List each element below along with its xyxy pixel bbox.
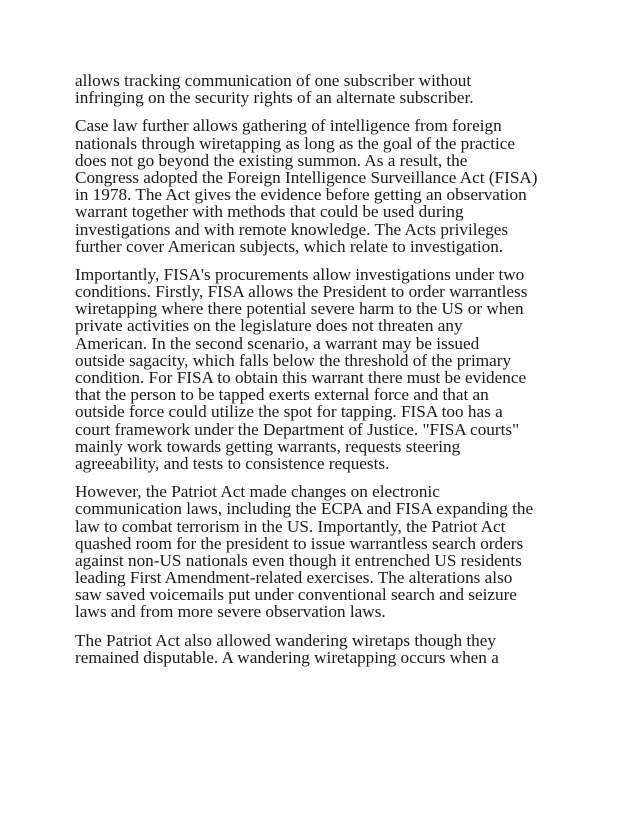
text-line: investigations and with remote knowledge. The Acts privileges (75, 219, 509, 239)
text-line: remained disputable. A wandering wiretapping occurs when a (75, 647, 499, 667)
text-line: wiretapping where there potential severe harm to the US or when (75, 299, 524, 319)
text-line: quashed room for the president to issue warrantless search orders (75, 533, 524, 553)
text-line: allows tracking communication of one subscriber without (75, 71, 472, 90)
text-line: against non-US nationals even though it entrenched US residents (75, 550, 522, 570)
document-page (75, 72, 575, 677)
text-line: conditions. Firstly, FISA allows the President to order warrantless (75, 282, 528, 302)
text-line: in 1978. The Act gives the evidence before getting an observation (75, 185, 527, 205)
text-line: agreeability, and tests to consistence requests. (75, 453, 390, 473)
text-line: warrant together with methods that could be used during (75, 202, 464, 222)
text-line: However, the Patriot Act made changes on electronic (75, 482, 440, 502)
text-line: nationals through wiretapping as long as the goal of the practice (75, 133, 516, 153)
text-line: further cover American subjects, which relate to investigation. (75, 236, 504, 256)
paragraph-2 (75, 117, 575, 255)
text-line: laws and from more severe observation laws. (75, 602, 386, 622)
paragraph-5 (75, 632, 575, 666)
text-line: mainly work towards getting warrants, requests steering (75, 436, 461, 456)
text-line: Importantly, FISA's procurements allow investigations under two (75, 264, 525, 284)
text-line: private activities on the legislature does not threaten any (75, 316, 463, 336)
paragraph-4 (75, 483, 575, 621)
text-line: infringing on the security rights of an alternate subscriber. (75, 88, 474, 108)
paragraph-3 (75, 266, 575, 472)
text-line: law to combat terrorism in the US. Importantly, the Patriot Act (75, 516, 506, 536)
text-line: leading First Amendment-related exercises. The alterations also (75, 568, 513, 588)
text-line: Case law further allows gathering of intelligence from foreign (75, 116, 502, 136)
text-line: The Patriot Act also allowed wandering wiretaps though they (75, 630, 496, 650)
text-line: that the person to be tapped exerts external force and that an (75, 385, 489, 405)
text-line: does not go beyond the existing summon. As a result, the (75, 150, 468, 170)
text-line: American. In the second scenario, a warrant may be issued (75, 333, 480, 353)
text-line: Congress adopted the Foreign Intelligence Surveillance Act (FISA) (75, 167, 538, 187)
paragraph-1 (75, 72, 575, 106)
text-line: condition. For FISA to obtain this warrant there must be evidence (75, 368, 527, 387)
text-line: outside force could utilize the spot for tapping. FISA too has a (75, 402, 503, 422)
text-line: communication laws, including the ECPA and FISA expanding the (75, 499, 534, 519)
text-line: outside sagacity, which falls below the threshold of the primary (75, 350, 512, 370)
text-line: court framework under the Department of Justice. "FISA courts" (75, 419, 520, 439)
text-line: saw saved voicemails put under conventional search and seizure (75, 585, 517, 605)
